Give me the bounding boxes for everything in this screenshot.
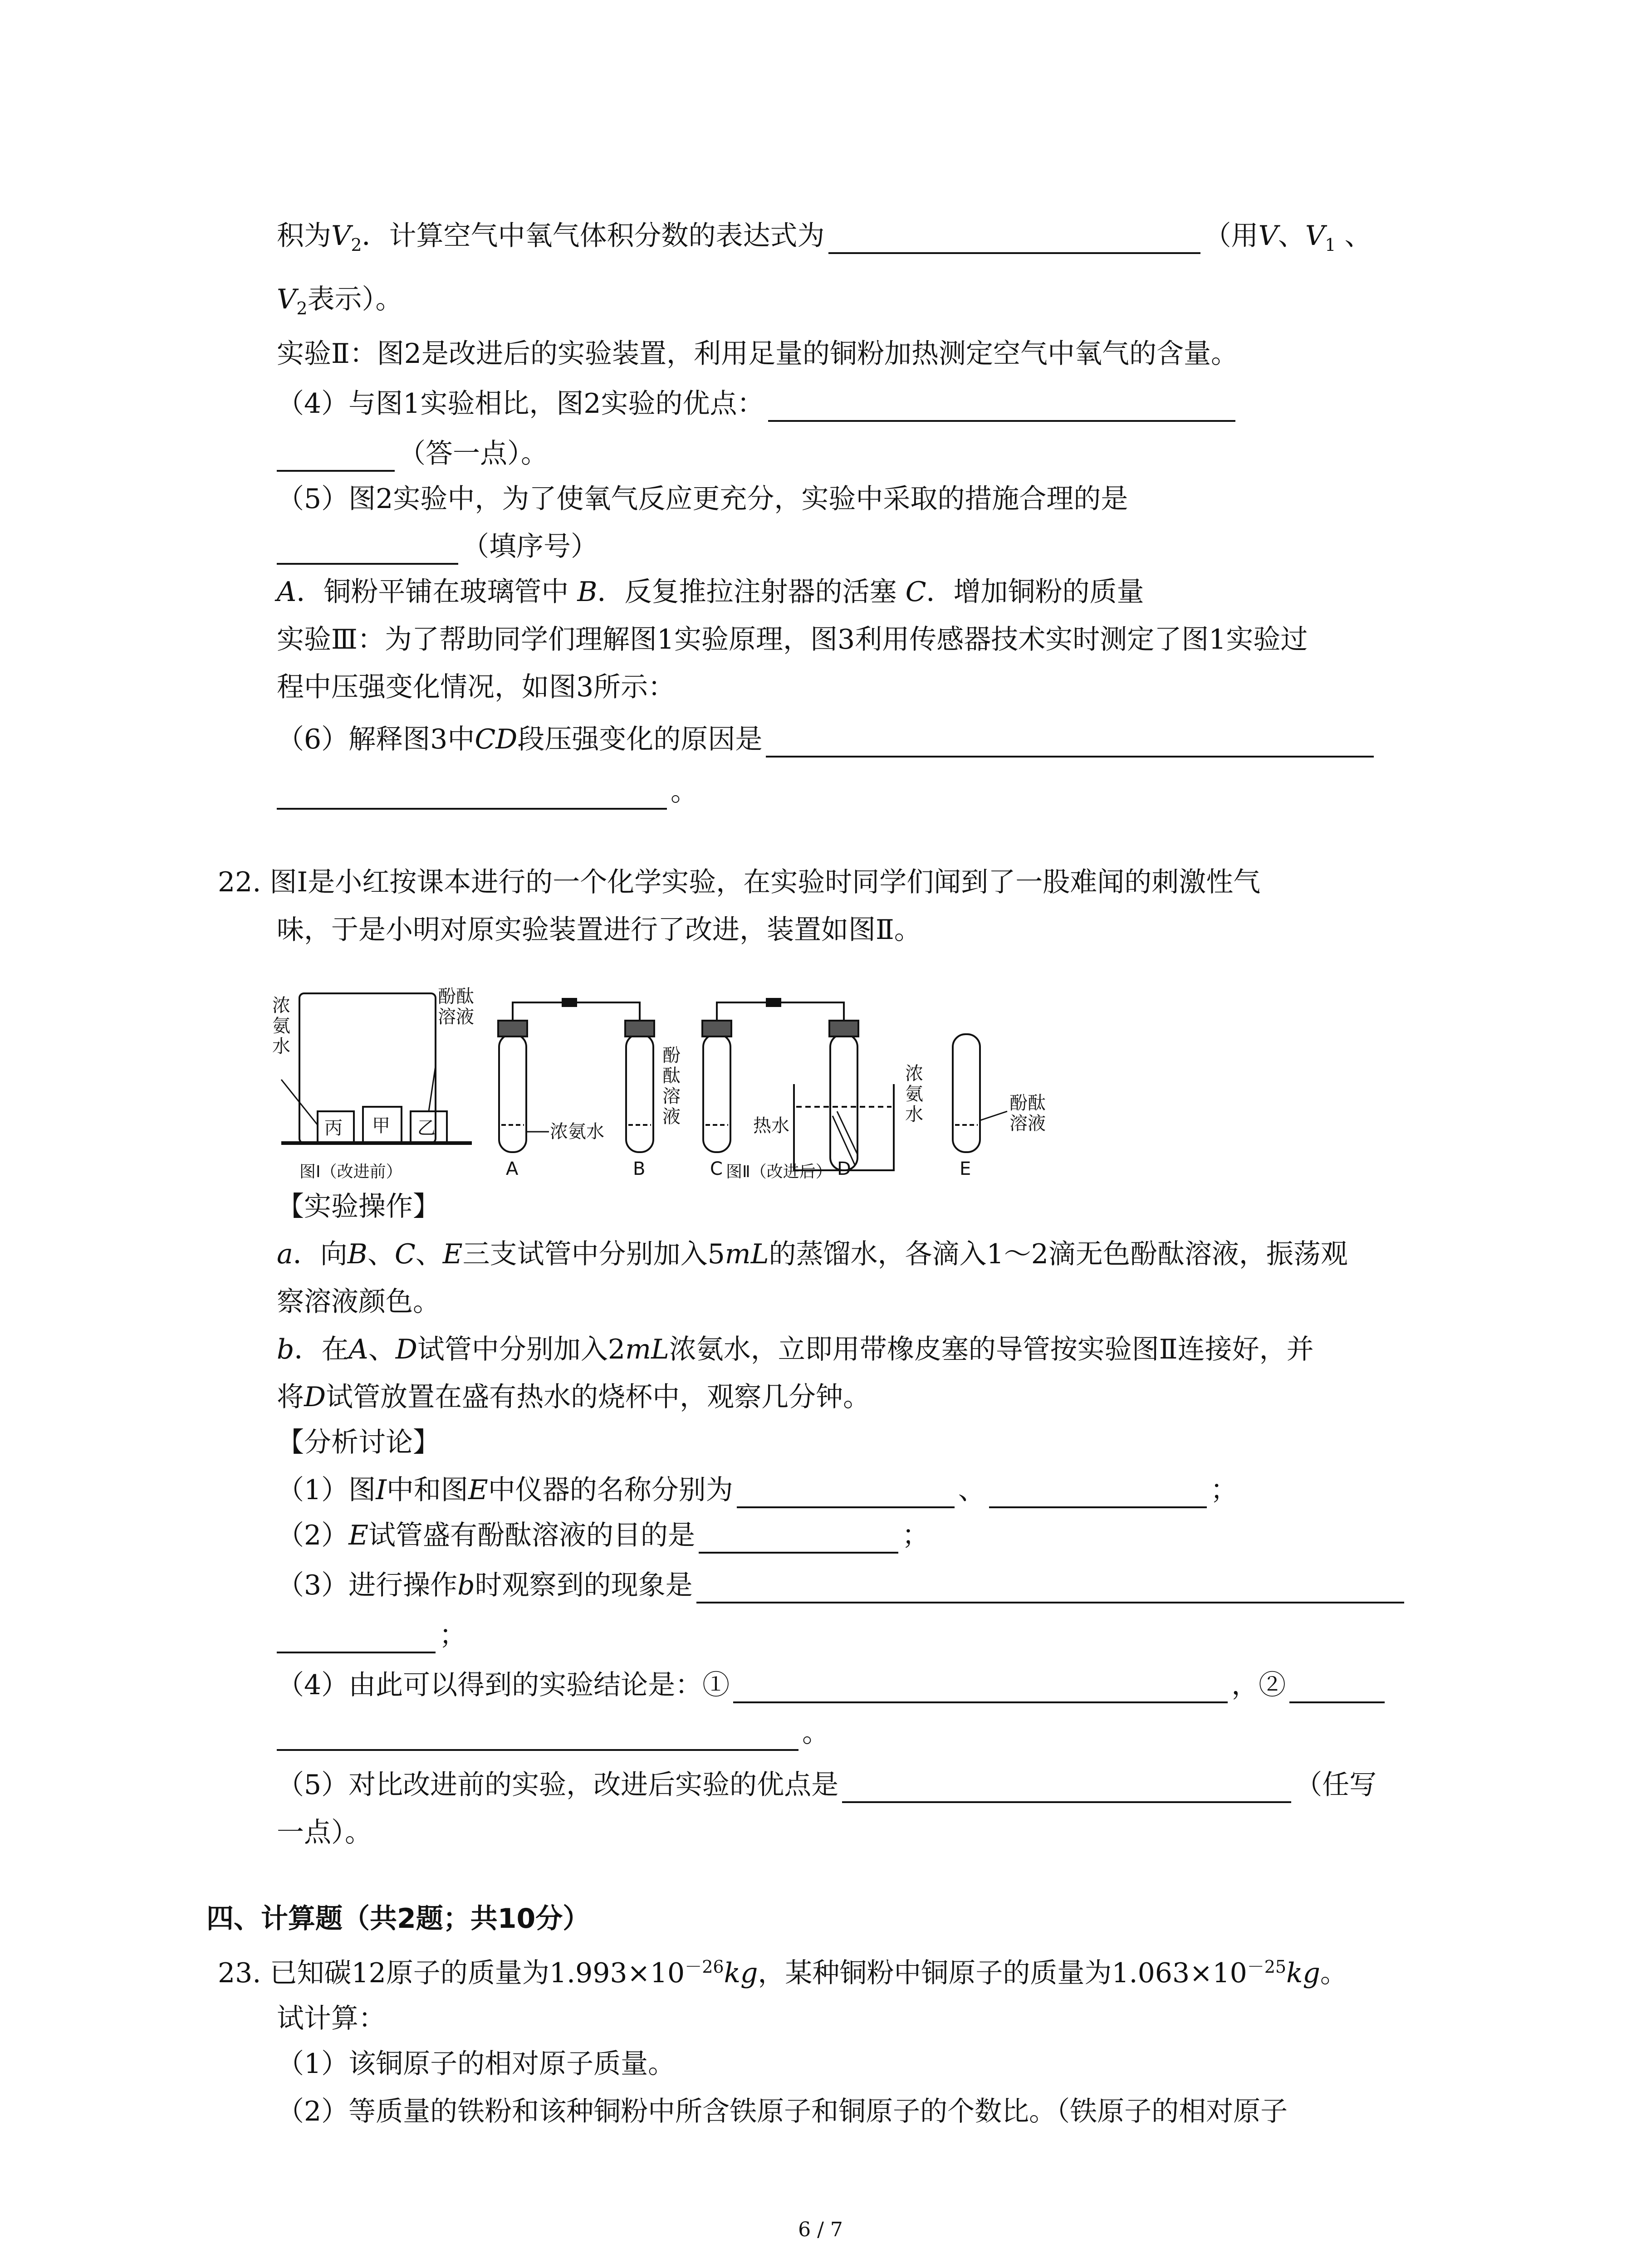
answer-blank[interactable] [277,780,667,810]
clip [563,999,576,1006]
q22-stem: 22. 图Ⅰ是小红按课本进行的一个化学实验，在实验时同学们闻到了一股难闻的刺激性气 [218,866,1261,898]
var-v: V [1258,220,1278,252]
tube-e [953,1034,980,1152]
answer-blank[interactable] [699,1524,898,1554]
q21-4-cont [277,435,548,472]
text: （用 [1204,220,1259,252]
tube-letter-b: B [633,1158,646,1179]
text: （4）与图1实验相比，图2实验的优点： [277,388,764,420]
q23-stem-cont: 试计算： [277,2003,386,2034]
q21-line-2 [277,281,403,318]
f1-label-nh3: 氨 [272,1016,290,1036]
text: ．铜粉平铺在玻璃管中 [296,576,578,608]
answer-blank[interactable] [768,392,1235,422]
label-conc-ammonia-d: 氨 [905,1084,923,1105]
tube-ab-connector [513,1002,640,1034]
label-conc-ammonia-d: 水 [905,1104,923,1125]
q21-line-1 [277,218,1372,254]
q21-5: （5）图2实验中，为了使氧气反应更充分，实验中采取的措施合理的是 [277,483,1128,515]
experiment-3-intro: 实验Ⅲ：为了帮助同学们理解图1实验原理，图3利用传感器技术实时测定了图1实验过 [277,624,1308,655]
text: 。 [1320,1957,1347,1989]
figure-ref: I [376,1474,387,1506]
experiment-figure [272,975,1071,1184]
label-phenolphthalein-e: 溶液 [1009,1113,1046,1134]
text: （6）解释图3中 [277,723,475,755]
answer-blank[interactable] [842,1773,1291,1803]
q23-2: （2）等质量的铁粉和该种铜粉中所含铁原子和铜原子的个数比。（铁原子的相对原子 [277,2096,1288,2127]
figure-2-caption: 图Ⅱ（改进后） [726,1163,832,1181]
label-conc-ammonia-d: 浓 [905,1063,923,1084]
tube-ref: E [348,1520,368,1551]
tube-letter-c: C [710,1158,723,1179]
stopper-b [625,1021,654,1036]
text: （答一点）。 [398,438,548,469]
text: ．在 [294,1334,349,1365]
tube-ref: B [347,1238,367,1270]
answer-blank[interactable] [989,1478,1207,1508]
answer-blank[interactable] [1289,1673,1385,1703]
f1-label-nh3: 水 [272,1036,290,1057]
text: 试管放置在盛有热水的烧杯中，观察几分钟。 [326,1381,871,1413]
unit: mL [625,1334,669,1365]
tube-cd-connector [717,1002,844,1034]
answer-blank[interactable] [277,535,458,565]
tube-c [703,1034,730,1152]
text: （2） [277,1520,349,1551]
operation-a-cont: 察溶液颜色。 [277,1286,440,1318]
text: 中仪器的名称分别为 [488,1474,733,1506]
q22-4 [277,1667,1388,1703]
unit: kg [1286,1957,1320,1989]
text: ．反复推拉注射器的活塞 [597,576,906,608]
tube-letter-e: E [960,1158,971,1179]
text: （填序号） [462,531,598,562]
step-ref: b [457,1569,475,1601]
tube-a [499,1034,526,1152]
subscript: 2 [296,298,308,318]
option-letter: A [277,576,297,608]
text: 。 [671,776,698,807]
tube-ref: D [395,1334,417,1365]
text: 中和图 [386,1474,468,1506]
text: （5）对比改进前的实验，改进后实验的优点是 [277,1769,839,1801]
experiment-2-intro: 实验Ⅱ：图2是改进后的实验装置，利用足量的铜粉加热测定空气中氧气的含量。 [277,338,1238,370]
q23-1: （1）该铜原子的相对原子质量。 [277,2048,676,2080]
answer-blank[interactable] [277,442,395,472]
q22-5 [277,1767,1376,1803]
f1-label-bing: 丙 [324,1118,343,1139]
answer-blank[interactable] [277,1721,798,1751]
q21-4 [277,386,1239,422]
page-number: 6 / 7 [798,2218,843,2241]
operation-a [277,1236,1348,1272]
exponent: －26 [685,1957,724,1977]
text: 时观察到的现象是 [475,1569,693,1601]
experiment-3-intro-cont: 程中压强变化情况，如图3所示： [277,671,676,703]
label-hot-water: 热水 [753,1115,789,1136]
text: 、 [1278,220,1305,252]
text: ．增加铜粉的质量 [926,576,1144,608]
unit: kg [724,1957,758,1989]
subscript: 1 [1325,235,1336,255]
text: 。 [802,1717,829,1749]
operation-b-cont [277,1379,870,1415]
tube-letter-d: D [837,1158,851,1179]
label-phenolphthalein-b: 液 [662,1106,681,1127]
tube-letter-a: A [506,1158,519,1179]
q21-6-cont [277,773,698,810]
tube-ref: C [394,1238,416,1270]
label-phenolphthalein-e: 酚酞 [1009,1093,1046,1114]
q23-stem [218,1955,1347,1991]
label-phenolphthalein-b: 酞 [662,1066,681,1086]
text: （1）图 [277,1474,376,1506]
text: 表示）。 [307,284,403,315]
option-letter: B [577,576,598,608]
text: ．向 [293,1238,348,1270]
f1-label-jia: 甲 [372,1115,390,1136]
q21-6 [277,721,1377,758]
f1-label-nh3: 浓 [272,995,290,1016]
answer-blank[interactable] [733,1673,1228,1703]
answer-blank[interactable] [737,1478,955,1508]
answer-blank[interactable] [828,224,1200,254]
answer-blank[interactable] [696,1574,1404,1603]
var-v: V [331,220,351,252]
q22-stem-cont: 味，于是小明对原实验装置进行了改进，装置如图Ⅱ。 [277,914,921,946]
text: ； [902,1520,929,1551]
text: 段压强变化的原因是 [517,723,763,755]
answer-blank[interactable] [277,1623,436,1653]
q22-3-cont [277,1617,466,1653]
answer-blank[interactable] [766,728,1374,758]
exponent: －25 [1247,1957,1287,1977]
text: 试管盛有酚酞溶液的目的是 [368,1520,695,1551]
q22-5-cont: 一点）。 [277,1817,372,1848]
text: 、 [367,1238,395,1270]
stopper-a [498,1021,527,1036]
unit: mL [725,1238,769,1270]
text: 试管中分别加入2 [417,1334,626,1365]
clip [767,999,780,1006]
text: 三支试管中分别加入5 [462,1238,725,1270]
tube-b [626,1034,653,1152]
label-phenolphthalein-b: 酚 [662,1045,681,1066]
text: 的蒸馏水，各滴入1～2滴无色酚酞溶液，振荡观 [769,1238,1348,1270]
stopper-d [829,1021,858,1036]
label-phenolphthalein-b: 溶 [662,1086,681,1107]
label-conc-ammonia: 浓氨水 [550,1121,604,1142]
step-letter: b [277,1334,294,1365]
figure-1-caption: 图Ⅰ（改进前） [299,1163,402,1181]
text: 浓氨水，立即用带橡皮塞的导管按实验图Ⅱ连接好，并 [669,1334,1314,1365]
q22-3 [277,1567,1408,1603]
var-v: V [1305,220,1325,252]
text: 积为 [277,220,331,252]
text: 、 [415,1238,443,1270]
text: ； [1210,1474,1238,1506]
analysis-heading: 【分析讨论】 [277,1427,440,1458]
text: ； [439,1619,466,1651]
text: 、 [1336,220,1372,252]
text: （任写 [1295,1769,1377,1801]
f1-label-yi: 乙 [417,1118,436,1139]
operation-b [277,1331,1314,1368]
f1-label-phenolphthalein: 酚酞 [438,986,474,1007]
option-letter: C [905,576,926,608]
q22-2 [277,1517,929,1554]
text: 23. 已知碳12原子的质量为1.993×10 [218,1957,685,1989]
step-letter: a [277,1238,293,1270]
tube-ref: E [442,1238,463,1270]
text: 、 [958,1474,985,1506]
q21-5-cont [277,528,598,565]
f1-pointer-phen [429,1066,436,1111]
text: 、 [368,1334,396,1365]
text: 将 [277,1381,304,1413]
operation-heading: 【实验操作】 [277,1191,440,1222]
q22-1 [277,1472,1238,1508]
subscript: 2 [351,235,362,255]
text: （4）由此可以得到的实验结论是：① [277,1669,730,1701]
text: ，② [1231,1669,1286,1701]
pointer-e [980,1111,1007,1120]
q21-5-options [277,574,1144,610]
figure-ref: E [468,1474,488,1506]
q22-4-cont [277,1715,829,1751]
text: （3）进行操作 [277,1569,458,1601]
tube-ref: D [304,1381,326,1413]
stopper-c [702,1021,731,1036]
text: ，某种铜粉中铜原子的质量为1.063×10 [758,1957,1247,1989]
tube-ref: A [348,1334,368,1365]
f1-label-phenolphthalein: 溶液 [438,1007,474,1027]
tube-d [830,1034,857,1170]
f1-bell-jar [299,993,436,1143]
text: ．计算空气中氧气体积分数的表达式为 [362,220,825,252]
section-heading: 四、计算题（共2题；共10分） [206,1903,590,1935]
segment-label: CD [475,723,518,755]
var-v: V [277,284,297,315]
